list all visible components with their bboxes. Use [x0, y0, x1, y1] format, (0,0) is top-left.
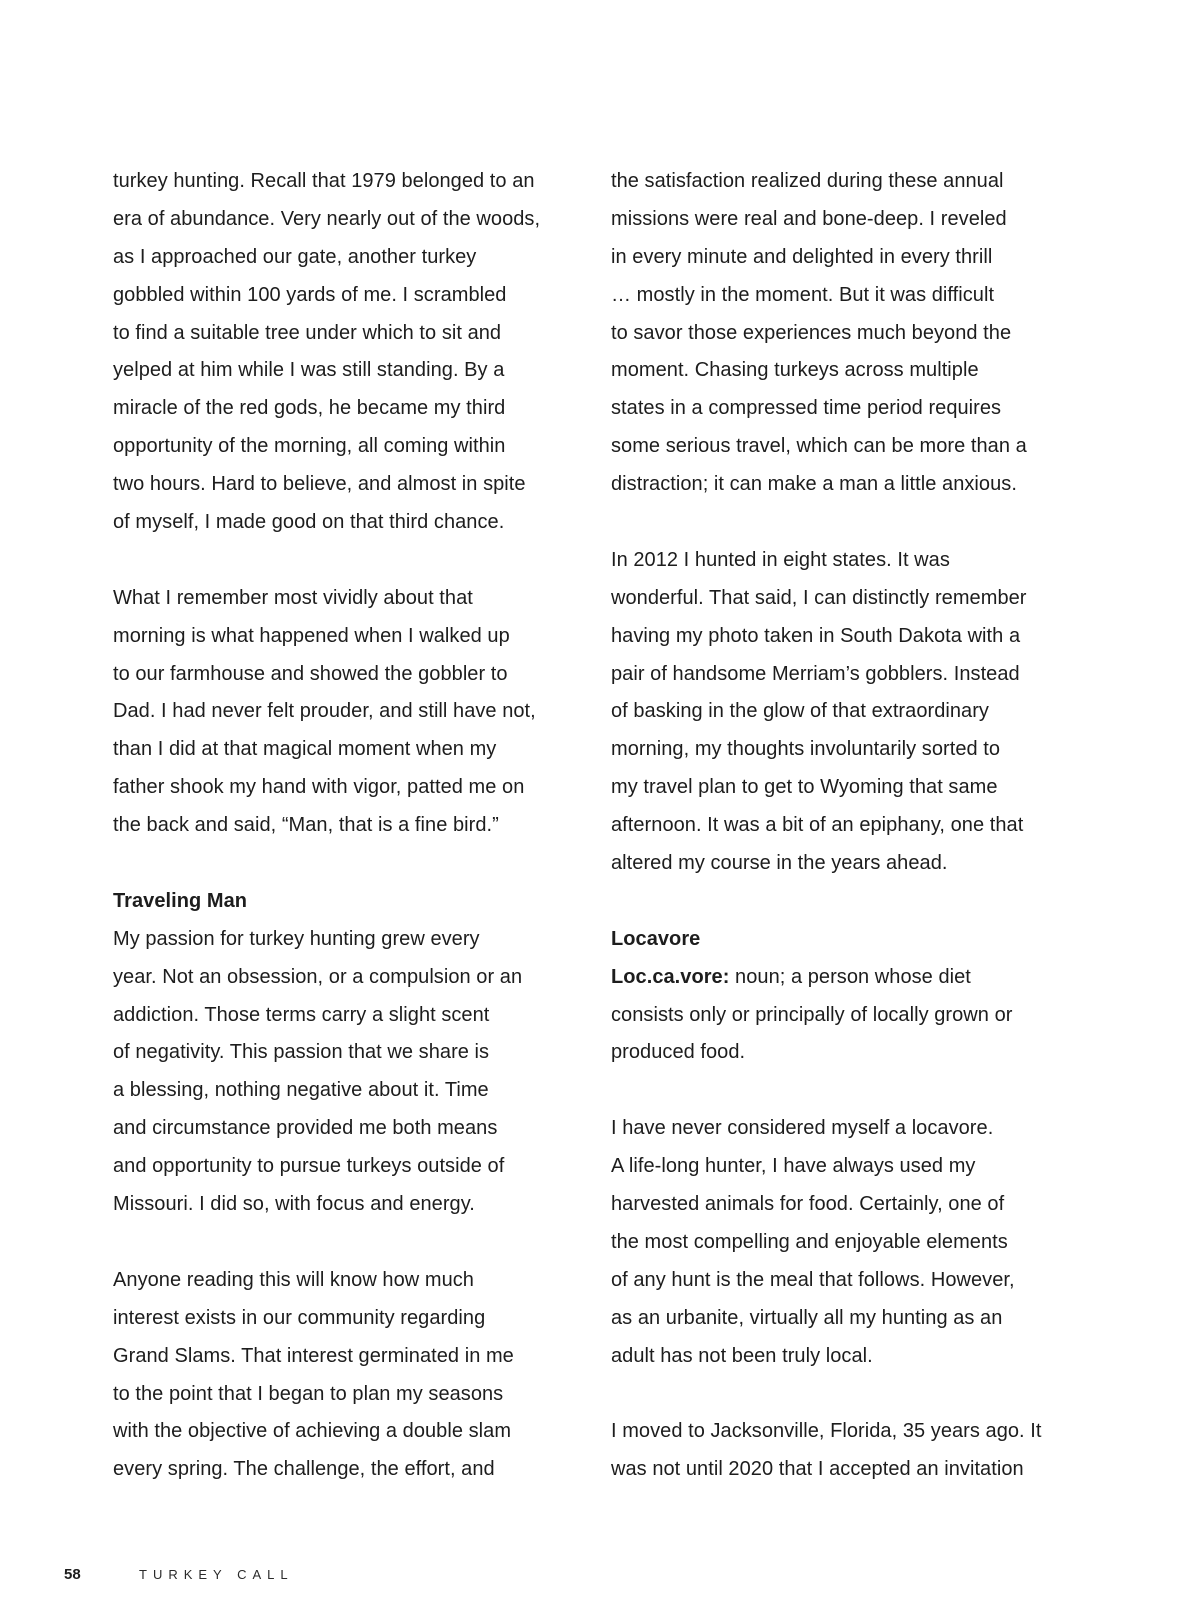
body-text-line: Missouri. I did so, with focus and energy. [113, 1193, 475, 1216]
body-text-line: consists only or principally of locally grown or [611, 1003, 1013, 1026]
body-text-line: to find a suitable tree under which to sit and [113, 321, 502, 344]
body-text-line: as I approached our gate, another turkey [113, 245, 477, 268]
paragraph-spacer [611, 1072, 1081, 1110]
body-text-line: Dad. I had never felt prouder, and still have not, [113, 700, 536, 723]
page-number: 58 [64, 1566, 81, 1583]
body-text-line: and circumstance provided me both means [113, 1117, 498, 1140]
body-text-line: to our farmhouse and showed the gobbler to [113, 662, 508, 685]
body-text-line: moment. Chasing turkeys across multiple [611, 359, 979, 382]
body-text-line: I moved to Jacksonville, Florida, 35 years ago. It [611, 1420, 1042, 1443]
body-text-line: addiction. Those terms carry a slight scent [113, 1003, 490, 1026]
body-text-line: interest exists in our community regarding [113, 1306, 486, 1329]
body-text-line: Grand Slams. That interest germinated in me [113, 1344, 514, 1367]
left-column [113, 163, 573, 1489]
paragraph-spacer [113, 845, 573, 883]
body-text-line: having my photo taken in South Dakota with a [611, 624, 1021, 647]
body-text-line: of basking in the glow of that extraordinary [611, 700, 989, 723]
body-text-line: gobbled within 100 yards of me. I scrambled [113, 283, 507, 306]
body-text-line: my travel plan to get to Wyoming that same [611, 776, 998, 799]
body-text-line: turkey hunting. Recall that 1979 belonged to an [113, 170, 535, 192]
body-text-line: than I did at that magical moment when my [113, 738, 497, 761]
body-text-line: states in a compressed time period requires [611, 397, 1002, 420]
body-text-line: two hours. Hard to believe, and almost in spite [113, 473, 526, 496]
body-text-line: missions were real and bone-deep. I reveled [611, 207, 1007, 230]
body-text-line: pair of handsome Merriam’s gobblers. Instead [611, 662, 1020, 685]
paragraph-spacer [611, 504, 1081, 542]
body-text-line: year. Not an obsession, or a compulsion or an [113, 965, 523, 988]
body-text-line: the satisfaction realized during these annual [611, 170, 1004, 192]
section-heading-locavore: Locavore [611, 927, 701, 950]
body-text-line: altered my course in the years ahead. [611, 852, 948, 875]
body-text-line: opportunity of the morning, all coming within [113, 435, 506, 458]
body-text-line: of myself, I made good on that third chance. [113, 511, 505, 534]
body-text-line: father shook my hand with vigor, patted me on [113, 776, 525, 799]
body-text-line: every spring. The challenge, the effort, and [113, 1458, 495, 1481]
body-text-line: the back and said, “Man, that is a fine bird.” [113, 814, 499, 837]
paragraph-spacer [113, 1224, 573, 1262]
definition-term: Loc.ca.vore: [611, 965, 730, 988]
body-text-line: miracle of the red gods, he became my third [113, 397, 506, 420]
paragraph-spacer [113, 542, 573, 580]
body-text-line: some serious travel, which can be more than a [611, 435, 1027, 458]
body-text-line: … mostly in the moment. But it was difficult [611, 283, 995, 306]
paragraph-spacer [611, 883, 1081, 921]
magazine-name: TURKEY CALL [139, 1567, 294, 1582]
body-text-line: to the point that I began to plan my seasons [113, 1382, 504, 1405]
definition-line [611, 959, 1081, 997]
body-text-line: was not until 2020 that I accepted an invitation [611, 1458, 1024, 1481]
body-text-line: the most compelling and enjoyable elements [611, 1230, 1008, 1253]
paragraph-spacer [611, 1376, 1081, 1414]
body-text-line: morning is what happened when I walked up [113, 624, 510, 647]
body-text-line: harvested animals for food. Certainly, one of [611, 1193, 1005, 1216]
body-text-line: produced food. [611, 1041, 746, 1064]
body-text-line: A life-long hunter, I have always used my [611, 1155, 976, 1178]
body-text-line: distraction; it can make a man a little anxious. [611, 473, 1017, 496]
body-text-line: afternoon. It was a bit of an epiphany, one that [611, 814, 1024, 837]
body-text-line: wonderful. That said, I can distinctly remember [611, 586, 1027, 609]
body-text-line: as an urbanite, virtually all my hunting as an [611, 1306, 1003, 1329]
body-text-line: adult has not been truly local. [611, 1344, 873, 1367]
section-heading-traveling-man: Traveling Man [113, 889, 248, 912]
body-text-line: Anyone reading this will know how much [113, 1268, 474, 1291]
body-text-line: In 2012 I hunted in eight states. It was [611, 548, 950, 571]
body-text-line: and opportunity to pursue turkeys outside of [113, 1155, 505, 1178]
body-text-line: in every minute and delighted in every thrill [611, 245, 993, 268]
definition-text: noun; a person whose diet [729, 965, 971, 988]
body-text-line: of negativity. This passion that we share is [113, 1041, 490, 1064]
body-text-line: morning, my thoughts involuntarily sorted to [611, 738, 1001, 761]
right-column [611, 163, 1081, 1489]
body-text-line: era of abundance. Very nearly out of the woods, [113, 207, 541, 230]
body-text-line: I have never considered myself a locavore. [611, 1117, 994, 1140]
body-text-line: a blessing, nothing negative about it. Time [113, 1079, 489, 1102]
body-text-line: What I remember most vividly about that [113, 586, 473, 609]
body-text-line: My passion for turkey hunting grew every [113, 927, 480, 950]
body-text-line: with the objective of achieving a double slam [113, 1420, 512, 1443]
body-text-line: yelped at him while I was still standing. By a [113, 359, 505, 382]
body-text-line: to savor those experiences much beyond the [611, 321, 1012, 344]
body-text-line: of any hunt is the meal that follows. However, [611, 1268, 1015, 1291]
